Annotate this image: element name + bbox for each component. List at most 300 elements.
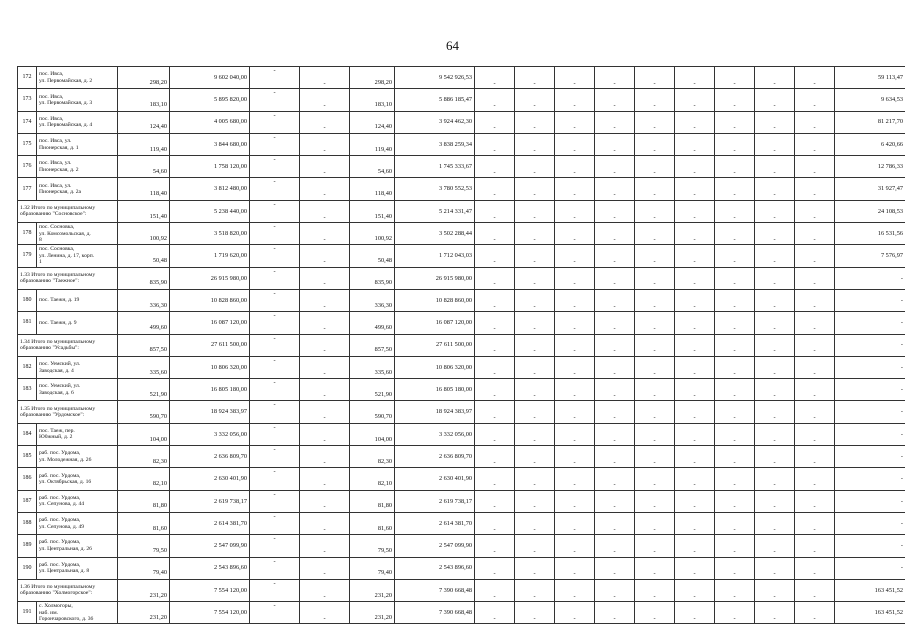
empty-dash-cell: - [595,356,635,378]
empty-dash-cell: - [715,156,755,178]
dash-cell: - [300,245,350,267]
remaining-cost-cell: - [835,468,905,490]
dash-cell: - [250,356,300,378]
empty-dash-cell: - [755,579,795,601]
empty-dash-cell: - [795,579,835,601]
empty-dash-cell: - [555,512,595,534]
empty-dash-cell: - [515,223,555,245]
subtotal-label-line: 1.33 Итого по муниципальному [20,271,96,278]
dash-cell: - [250,490,300,512]
dash-cell: - [475,312,515,334]
empty-dash-cell: - [675,512,715,534]
cost-cell: 7 390 668,48 [395,602,475,624]
cost-cell: 4 005 680,00 [170,111,250,133]
area-cell: 82,10 [350,468,395,490]
dash-cell: - [250,334,300,356]
empty-dash-cell: - [795,446,835,468]
empty-dash-cell: - [755,356,795,378]
subtotal-label-line: 1.35 Итого по муниципальному [20,405,96,412]
area-cell: 100,92 [118,223,170,245]
dash-cell: - [250,111,300,133]
empty-dash-cell: - [795,334,835,356]
dash-cell: - [250,89,300,111]
empty-dash-cell: - [515,446,555,468]
address-cell [37,289,118,311]
empty-dash-cell: - [755,512,795,534]
empty-dash-cell: - [635,89,675,111]
area-cell: 82,10 [118,468,170,490]
cost-cell: 10 806 320,00 [395,356,475,378]
area-cell: 81,60 [118,512,170,534]
empty-dash-cell: - [515,579,555,601]
area-cell: 50,48 [350,245,395,267]
cost-cell: 16 805 180,00 [170,379,250,401]
area-cell: 54,60 [350,156,395,178]
empty-dash-cell: - [715,89,755,111]
row-number-cell: 177 [18,178,37,200]
empty-dash-cell: - [755,490,795,512]
empty-dash-cell: - [555,111,595,133]
empty-dash-cell: - [755,423,795,445]
area-cell: 231,20 [118,579,170,601]
area-cell: 336,30 [350,289,395,311]
empty-dash-cell: - [715,602,755,624]
dash-cell: - [475,356,515,378]
empty-dash-cell: - [555,557,595,579]
row-number-cell: 188 [18,512,37,534]
dash-cell: - [475,267,515,289]
cost-cell: 7 390 668,48 [395,579,475,601]
dash-cell: - [300,111,350,133]
area-cell: 124,40 [118,111,170,133]
empty-dash-cell: - [555,245,595,267]
area-cell: 231,20 [350,602,395,624]
row-number-cell: 175 [18,133,37,155]
empty-dash-cell: - [555,67,595,89]
empty-dash-cell: - [595,557,635,579]
empty-dash-cell: - [755,133,795,155]
address-line: ул. Молодежная, д. 26 [39,456,92,463]
area-cell: 835,90 [118,267,170,289]
cost-cell: 26 915 980,00 [395,267,475,289]
data-table [17,66,905,624]
empty-dash-cell: - [515,468,555,490]
empty-dash-cell: - [515,312,555,334]
address-line: Заводская, д. 4 [39,367,74,374]
cost-cell: 27 611 500,00 [395,334,475,356]
empty-dash-cell: - [595,490,635,512]
dash-cell: - [475,557,515,579]
address-line: Заводская, д. 6 [39,389,74,396]
empty-dash-cell: - [795,312,835,334]
remaining-cost-cell: - [835,312,905,334]
empty-dash-cell: - [635,223,675,245]
address-cell [37,423,118,445]
empty-dash-cell: - [715,111,755,133]
empty-dash-cell: - [755,401,795,423]
remaining-cost-cell: - [835,289,905,311]
dash-cell: - [300,379,350,401]
subtotal-row [18,200,905,222]
empty-dash-cell: - [755,89,795,111]
row-number-cell: 189 [18,535,37,557]
empty-dash-cell: - [675,602,715,624]
empty-dash-cell: - [755,468,795,490]
empty-dash-cell: - [715,468,755,490]
subtotal-label-line: 1.34 Итого по муниципальному [20,338,96,345]
dash-cell: - [250,312,300,334]
empty-dash-cell: - [715,401,755,423]
address-cell [37,245,118,267]
table-row [18,223,905,245]
empty-dash-cell: - [795,468,835,490]
address-line: Ю0жный, д. 2 [39,434,73,441]
dash-cell: - [300,67,350,89]
cost-cell: 1 745 333,67 [395,156,475,178]
empty-dash-cell: - [715,490,755,512]
empty-dash-cell: - [555,156,595,178]
area-cell: 79,50 [118,535,170,557]
area-cell: 336,30 [118,289,170,311]
area-cell: 298,20 [118,67,170,89]
dash-cell: - [300,579,350,601]
address-line: Пионерская, д. 2 [39,166,79,173]
empty-dash-cell: - [555,401,595,423]
area-cell: 590,70 [350,401,395,423]
empty-dash-cell: - [795,356,835,378]
table-row [18,312,905,334]
address-line: пос. Уемский, ул. [39,383,81,390]
remaining-cost-cell: 6 420,66 [835,133,905,155]
address-line: 8 [39,236,42,243]
cost-cell: 3 518 820,00 [170,223,250,245]
dash-cell: - [250,401,300,423]
empty-dash-cell: - [755,557,795,579]
area-cell: 119,40 [118,133,170,155]
empty-dash-cell: - [795,423,835,445]
dash-cell: - [475,446,515,468]
area-cell: 82,30 [118,446,170,468]
empty-dash-cell: - [515,111,555,133]
area-cell: 79,40 [350,557,395,579]
dash-cell: - [300,468,350,490]
table-row [18,89,905,111]
table-row [18,535,905,557]
empty-dash-cell: - [715,446,755,468]
address-cell [37,178,118,200]
empty-dash-cell: - [555,289,595,311]
address-line: ул. Сепунова, д. 44 [39,501,85,508]
area-cell: 81,80 [350,490,395,512]
dash-cell: - [475,512,515,534]
empty-dash-cell: - [555,89,595,111]
empty-dash-cell: - [515,267,555,289]
cost-cell: 9 602 040,00 [170,67,250,89]
cost-cell: 5 895 820,00 [170,89,250,111]
area-cell: 54,60 [118,156,170,178]
dash-cell: - [250,468,300,490]
address-line: раб. пос. Урдома, [39,561,81,568]
area-cell: 50,48 [118,245,170,267]
empty-dash-cell: - [715,178,755,200]
cost-cell: 16 805 180,00 [395,379,475,401]
empty-dash-cell: - [515,423,555,445]
subtotal-label-cell [18,579,118,601]
empty-dash-cell: - [795,133,835,155]
area-cell: 298,20 [350,67,395,89]
remaining-cost-cell: - [835,401,905,423]
dash-cell: - [250,133,300,155]
empty-dash-cell: - [555,468,595,490]
remaining-cost-cell: 7 576,97 [835,245,905,267]
address-line: Горончаровского, д. 36 [39,615,94,622]
empty-dash-cell: - [595,602,635,624]
address-line: раб. пос. Урдома, [39,494,81,501]
empty-dash-cell: - [595,289,635,311]
cost-cell: 2 636 809,70 [170,446,250,468]
empty-dash-cell: - [635,245,675,267]
empty-dash-cell: - [675,245,715,267]
empty-dash-cell: - [595,579,635,601]
address-line: раб. пос. Урдома, [39,472,81,479]
empty-dash-cell: - [515,334,555,356]
empty-dash-cell: - [635,200,675,222]
area-cell: 82,30 [350,446,395,468]
row-number-cell: 185 [18,446,37,468]
address-line: раб. пос. Урдома, [39,539,81,546]
address-cell [37,602,118,624]
address-line: 1 [39,259,42,266]
empty-dash-cell: - [515,535,555,557]
area-cell: 119,40 [350,133,395,155]
dash-cell: - [300,356,350,378]
table-row [18,468,905,490]
table-body [18,67,905,624]
area-cell: 118,40 [118,178,170,200]
empty-dash-cell: - [635,156,675,178]
empty-dash-cell: - [675,89,715,111]
dash-cell: - [250,535,300,557]
address-line: ул. Первомайская, д. 2 [39,77,93,84]
dash-cell: - [475,89,515,111]
dash-cell: - [250,156,300,178]
area-cell: 81,60 [350,512,395,534]
empty-dash-cell: - [595,111,635,133]
empty-dash-cell: - [675,490,715,512]
dash-cell: - [300,557,350,579]
subtotal-row [18,334,905,356]
subtotal-row [18,579,905,601]
dash-cell: - [250,223,300,245]
empty-dash-cell: - [515,156,555,178]
dash-cell: - [300,89,350,111]
table-row [18,133,905,155]
empty-dash-cell: - [515,245,555,267]
empty-dash-cell: - [715,200,755,222]
empty-dash-cell: - [635,178,675,200]
subtotal-label-cell [18,267,118,289]
table-row [18,67,905,89]
empty-dash-cell: - [795,401,835,423]
cost-cell: 3 844 680,00 [170,133,250,155]
row-number-cell: 174 [18,111,37,133]
dash-cell: - [300,535,350,557]
address-line: пос. Ивса, ул. [39,182,72,189]
remaining-cost-cell: 24 108,53 [835,200,905,222]
subtotal-label-line: 1.36 Итого по муниципальному [20,584,96,591]
dash-cell: - [475,602,515,624]
cost-cell: 1 758 120,00 [170,156,250,178]
cost-cell: 3 332 056,00 [395,423,475,445]
area-cell: 521,90 [350,379,395,401]
dash-cell: - [250,557,300,579]
area-cell: 857,50 [350,334,395,356]
empty-dash-cell: - [795,379,835,401]
address-line: наб. им. [39,609,59,616]
address-cell [37,557,118,579]
cost-cell: 3 332 056,00 [170,423,250,445]
empty-dash-cell: - [595,446,635,468]
empty-dash-cell: - [795,557,835,579]
cost-cell: 26 915 980,00 [170,267,250,289]
empty-dash-cell: - [675,535,715,557]
area-cell: 835,90 [350,267,395,289]
address-line: пос. Таежн, д. 19 [39,297,80,304]
empty-dash-cell: - [795,67,835,89]
row-number-cell: 173 [18,89,37,111]
remaining-cost-cell: 163 451,52 [835,602,905,624]
cost-cell: 9 542 926,53 [395,67,475,89]
address-cell [37,379,118,401]
subtotal-label-cell [18,401,118,423]
dash-cell: - [475,245,515,267]
address-line: Пионерская, д. 2а [39,189,81,196]
empty-dash-cell: - [595,223,635,245]
area-cell: 183,10 [118,89,170,111]
empty-dash-cell: - [635,579,675,601]
dash-cell: - [250,423,300,445]
cost-cell: 2 619 738,17 [395,490,475,512]
dash-cell: - [300,312,350,334]
cost-cell: 10 828 860,00 [170,289,250,311]
subtotal-label-line: образованию "Таежное": [20,278,80,285]
empty-dash-cell: - [595,535,635,557]
address-line: ул. Ленина, д. 17, корп. [39,252,95,259]
cost-cell: 2 614 381,70 [170,512,250,534]
dash-cell: - [300,267,350,289]
address-line: с. Холмогоры, [39,603,73,610]
empty-dash-cell: - [555,334,595,356]
empty-dash-cell: - [675,67,715,89]
area-cell: 104,00 [350,423,395,445]
empty-dash-cell: - [635,602,675,624]
empty-dash-cell: - [675,423,715,445]
dash-cell: - [300,200,350,222]
table-row [18,423,905,445]
address-line: пос. Уемский, ул. [39,361,81,368]
empty-dash-cell: - [795,178,835,200]
table-row [18,356,905,378]
address-cell [37,89,118,111]
empty-dash-cell: - [635,267,675,289]
empty-dash-cell: - [755,245,795,267]
address-cell [37,468,118,490]
area-cell: 499,60 [350,312,395,334]
empty-dash-cell: - [795,111,835,133]
address-line: ул. Центральная, д. 26 [39,545,92,552]
area-cell: 81,80 [118,490,170,512]
empty-dash-cell: - [715,512,755,534]
area-cell: 590,70 [118,401,170,423]
dash-cell: - [250,379,300,401]
remaining-cost-cell: 31 927,47 [835,178,905,200]
dash-cell: - [475,468,515,490]
empty-dash-cell: - [555,579,595,601]
address-cell [37,490,118,512]
row-number-cell: 176 [18,156,37,178]
cost-cell: 2 636 809,70 [395,446,475,468]
dash-cell: - [475,579,515,601]
address-cell [37,67,118,89]
cost-cell: 2 619 738,17 [170,490,250,512]
empty-dash-cell: - [755,67,795,89]
empty-dash-cell: - [675,223,715,245]
empty-dash-cell: - [755,267,795,289]
empty-dash-cell: - [515,289,555,311]
dash-cell: - [300,512,350,534]
remaining-cost-cell: 59 113,47 [835,67,905,89]
empty-dash-cell: - [635,379,675,401]
empty-dash-cell: - [715,312,755,334]
empty-dash-cell: - [715,334,755,356]
empty-dash-cell: - [795,602,835,624]
address-line: пос. Ивса, [39,115,64,122]
empty-dash-cell: - [795,245,835,267]
cost-cell: 2 547 099,90 [170,535,250,557]
empty-dash-cell: - [635,133,675,155]
empty-dash-cell: - [715,535,755,557]
cost-cell: 2 630 401,90 [395,468,475,490]
empty-dash-cell: - [635,289,675,311]
cost-cell: 5 238 440,00 [170,200,250,222]
empty-dash-cell: - [635,512,675,534]
address-line: ул. Октябрьская, д. 16 [39,478,92,485]
subtotal-label-line: образованию "Сосновское": [20,211,87,218]
empty-dash-cell: - [675,312,715,334]
cost-cell: 10 828 860,00 [395,289,475,311]
address-line: пос. Сосновка, [39,224,75,231]
page-number: 64 [446,38,459,53]
row-number-cell: 180 [18,289,37,311]
dash-cell: - [300,602,350,624]
dash-cell: - [250,267,300,289]
address-line: Пионерская, д. 1 [39,144,79,151]
empty-dash-cell: - [515,178,555,200]
empty-dash-cell: - [515,200,555,222]
empty-dash-cell: - [795,512,835,534]
empty-dash-cell: - [715,356,755,378]
empty-dash-cell: - [675,468,715,490]
empty-dash-cell: - [595,200,635,222]
address-line: ул. Комсомольская, д. [39,230,91,237]
area-cell: 335,60 [350,356,395,378]
address-line: ул. Первомайская, д. 4 [39,122,93,129]
dash-cell: - [475,67,515,89]
empty-dash-cell: - [635,557,675,579]
remaining-cost-cell: - [835,423,905,445]
empty-dash-cell: - [595,468,635,490]
empty-dash-cell: - [755,111,795,133]
